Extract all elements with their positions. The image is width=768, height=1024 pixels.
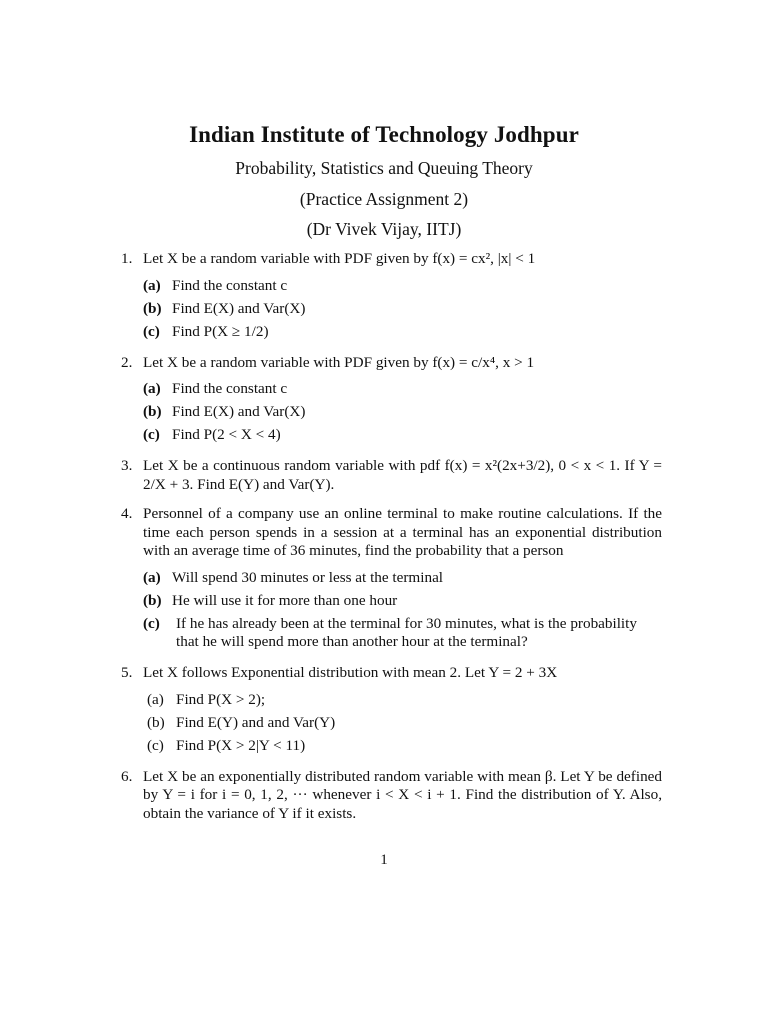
question-part [143, 737, 662, 756]
question-text: Let X be a continuous random variable with pdf f(x) = x²(2x+3/2), 0 < x < 1. If Y = 2/X + 3. Find E(Y) and Var(Y). [143, 457, 662, 493]
question-part [143, 569, 662, 588]
part-label: (c) [143, 426, 160, 443]
question-parts [143, 569, 662, 652]
part-text: Find E(X) and Var(X) [172, 299, 306, 317]
part-text: Find P(2 < X < 4) [172, 426, 281, 443]
part-label: (a) [143, 380, 161, 397]
part-label: (b) [143, 591, 162, 609]
page-title: Indian Institute of Technology Jodhpur [189, 122, 579, 147]
question-number: 6. [121, 767, 133, 785]
instructor-name: (Dr Vivek Vijay, IITJ) [306, 219, 462, 239]
question-part [143, 403, 662, 422]
assignment-name: (Practice Assignment 2) [299, 189, 469, 209]
question-number: 4. [121, 505, 133, 522]
page-number: 1 [380, 852, 388, 868]
part-label: (a) [147, 690, 164, 708]
question-text: Let X be a random variable with PDF given by f(x) = c/x⁴, x > 1 [143, 353, 535, 371]
question-part [143, 300, 662, 319]
part-text: Will spend 30 minutes or less at the terminal [172, 568, 444, 586]
question-1 [121, 250, 662, 341]
part-text: Find E(Y) and and Var(Y) [176, 713, 336, 731]
question-part [143, 592, 662, 611]
course-name: Probability, Statistics and Queuing Theory [235, 158, 533, 178]
part-text: He will use it for more than one hour [172, 591, 398, 609]
question-part [143, 714, 662, 733]
part-text: Find the constant c [172, 380, 288, 397]
question-part [143, 323, 662, 342]
part-label: (b) [143, 299, 162, 317]
question-4 [121, 505, 662, 652]
question-part [143, 615, 662, 652]
part-text: Find the constant c [172, 276, 288, 294]
question-parts [143, 380, 662, 445]
question-parts [143, 277, 662, 342]
part-label: (b) [147, 713, 165, 731]
question-text: Let X be a random variable with PDF given by f(x) = cx², |x| < 1 [143, 250, 536, 267]
question-number: 2. [121, 353, 133, 371]
question-parts [143, 691, 662, 756]
question-text: Let X follows Exponential distribution with mean 2. Let Y = 2 + 3X [143, 664, 558, 681]
part-text: Find P(X ≥ 1/2) [172, 322, 269, 340]
question-list [121, 250, 662, 823]
question-text: Let X be an exponentially distributed random variable with mean β. Let Y be defined by Y = i for i = 0, 1, 2, ··· whenever i < X < i + 1. Find the distribution of Y. Also, obtain the variance of Y if it exists. [143, 767, 662, 822]
part-label: (a) [143, 276, 161, 294]
part-label: (b) [143, 403, 162, 420]
question-3 [121, 457, 662, 494]
question-number: 3. [121, 457, 133, 474]
question-6 [121, 768, 662, 824]
question-2 [121, 354, 662, 445]
question-number: 5. [121, 664, 133, 681]
part-label: (c) [143, 322, 160, 340]
part-text: If he has already been at the terminal for 30 minutes, what is the probability that he will spend more than another hour at the terminal? [176, 614, 637, 650]
question-text: Personnel of a company use an online terminal to make routine calculations. If the time each person spends in a session at a terminal has an exponential distribution with an average time of 36 minutes, find the probability that a person [143, 505, 662, 559]
part-text: Find P(X > 2); [176, 690, 266, 708]
part-label: (c) [147, 736, 164, 754]
part-label: (a) [143, 568, 161, 586]
question-number: 1. [121, 250, 133, 267]
part-label: (c) [143, 614, 160, 632]
question-part [143, 426, 662, 445]
part-text: Find P(X > 2|Y < 11) [176, 736, 306, 754]
question-5 [121, 664, 662, 755]
question-part [143, 691, 662, 710]
question-part [143, 380, 662, 399]
question-part [143, 277, 662, 296]
part-text: Find E(X) and Var(X) [172, 403, 306, 420]
